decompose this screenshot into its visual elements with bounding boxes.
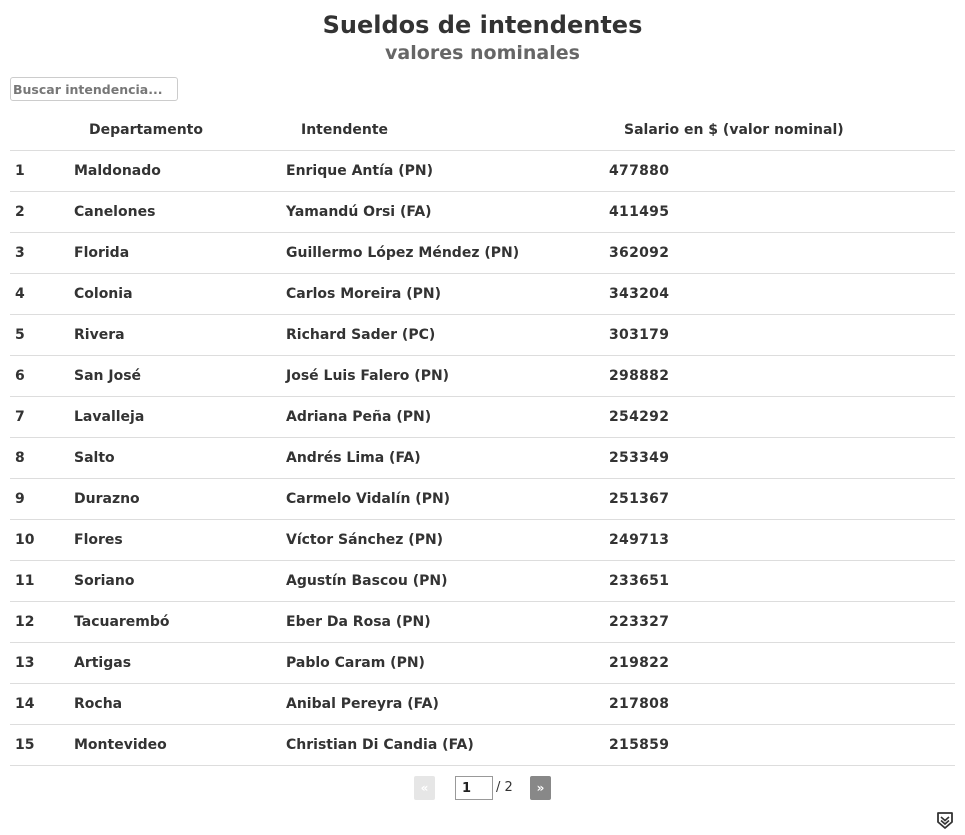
page-subtitle: valores nominales	[385, 42, 580, 64]
row-departamento: Florida	[74, 233, 286, 274]
row-intendente: Richard Sader (PC)	[286, 315, 609, 356]
row-intendente: Christian Di Candia (FA)	[286, 725, 609, 766]
row-salario: 411495	[609, 192, 955, 233]
row-salario: 477880	[609, 151, 955, 192]
row-departamento: Maldonado	[74, 151, 286, 192]
row-salario: 233651	[609, 561, 955, 602]
row-departamento: Durazno	[74, 479, 286, 520]
row-intendente: Andrés Lima (FA)	[286, 438, 609, 479]
row-salario: 362092	[609, 233, 955, 274]
row-departamento: Rocha	[74, 684, 286, 725]
row-rank: 12	[10, 602, 74, 643]
row-salario: 253349	[609, 438, 955, 479]
table-row	[10, 151, 955, 192]
column-header-rank[interactable]	[10, 110, 74, 151]
row-intendente: Eber Da Rosa (PN)	[286, 602, 609, 643]
row-departamento: Artigas	[74, 643, 286, 684]
row-rank: 15	[10, 725, 74, 766]
row-intendente: Carmelo Vidalín (PN)	[286, 479, 609, 520]
row-rank: 3	[10, 233, 74, 274]
previous-page-button[interactable]: «	[414, 776, 435, 800]
row-departamento: Flores	[74, 520, 286, 561]
row-salario: 217808	[609, 684, 955, 725]
row-salario: 249713	[609, 520, 955, 561]
row-rank: 13	[10, 643, 74, 684]
row-salario: 223327	[609, 602, 955, 643]
row-intendente: Enrique Antía (PN)	[286, 151, 609, 192]
row-salario: 219822	[609, 643, 955, 684]
table-row	[10, 479, 955, 520]
row-intendente: Víctor Sánchez (PN)	[286, 520, 609, 561]
column-header-departamento[interactable]: Departamento	[74, 110, 286, 151]
row-departamento: Tacuarembó	[74, 602, 286, 643]
row-intendente: Carlos Moreira (PN)	[286, 274, 609, 315]
row-departamento: San José	[74, 356, 286, 397]
row-departamento: Lavalleja	[74, 397, 286, 438]
table-row	[10, 561, 955, 602]
column-header-intendente[interactable]: Intendente	[286, 110, 609, 151]
layered-shield-icon[interactable]	[936, 811, 954, 831]
row-salario: 343204	[609, 274, 955, 315]
row-rank: 6	[10, 356, 74, 397]
page-total-text: / 2	[496, 780, 513, 795]
row-salario: 254292	[609, 397, 955, 438]
row-departamento: Soriano	[74, 561, 286, 602]
column-header-salario[interactable]: Salario en $ (valor nominal)	[609, 110, 955, 151]
row-intendente: Yamandú Orsi (FA)	[286, 192, 609, 233]
table-row	[10, 397, 955, 438]
row-intendente: Guillermo López Méndez (PN)	[286, 233, 609, 274]
row-departamento: Canelones	[74, 192, 286, 233]
row-salario: 298882	[609, 356, 955, 397]
table-row	[10, 233, 955, 274]
row-rank: 4	[10, 274, 74, 315]
page-number-input[interactable]	[455, 776, 493, 800]
row-intendente: José Luis Falero (PN)	[286, 356, 609, 397]
row-rank: 10	[10, 520, 74, 561]
row-departamento: Rivera	[74, 315, 286, 356]
row-departamento: Salto	[74, 438, 286, 479]
table-row	[10, 274, 955, 315]
table-row	[10, 643, 955, 684]
row-rank: 11	[10, 561, 74, 602]
row-intendente: Anibal Pereyra (FA)	[286, 684, 609, 725]
table-row	[10, 356, 955, 397]
table-row	[10, 602, 955, 643]
table-row	[10, 192, 955, 233]
row-rank: 14	[10, 684, 74, 725]
row-rank: 5	[10, 315, 74, 356]
row-rank: 9	[10, 479, 74, 520]
page-title: Sueldos de intendentes	[322, 11, 643, 39]
table-row	[10, 315, 955, 356]
salary-table	[10, 110, 955, 766]
table-row	[10, 520, 955, 561]
row-salario: 215859	[609, 725, 955, 766]
row-departamento: Colonia	[74, 274, 286, 315]
pagination	[0, 776, 965, 800]
row-intendente: Pablo Caram (PN)	[286, 643, 609, 684]
row-salario: 251367	[609, 479, 955, 520]
page-total-label	[496, 776, 513, 800]
table-body	[10, 151, 955, 766]
search-input[interactable]	[10, 77, 178, 101]
row-rank: 2	[10, 192, 74, 233]
table-row	[10, 725, 955, 766]
row-intendente: Agustín Bascou (PN)	[286, 561, 609, 602]
row-departamento: Montevideo	[74, 725, 286, 766]
row-intendente: Adriana Peña (PN)	[286, 397, 609, 438]
row-salario: 303179	[609, 315, 955, 356]
table-header-row	[10, 110, 955, 151]
table-row	[10, 438, 955, 479]
row-rank: 1	[10, 151, 74, 192]
next-page-button[interactable]: »	[530, 776, 551, 800]
table-row	[10, 684, 955, 725]
row-rank: 7	[10, 397, 74, 438]
row-rank: 8	[10, 438, 74, 479]
